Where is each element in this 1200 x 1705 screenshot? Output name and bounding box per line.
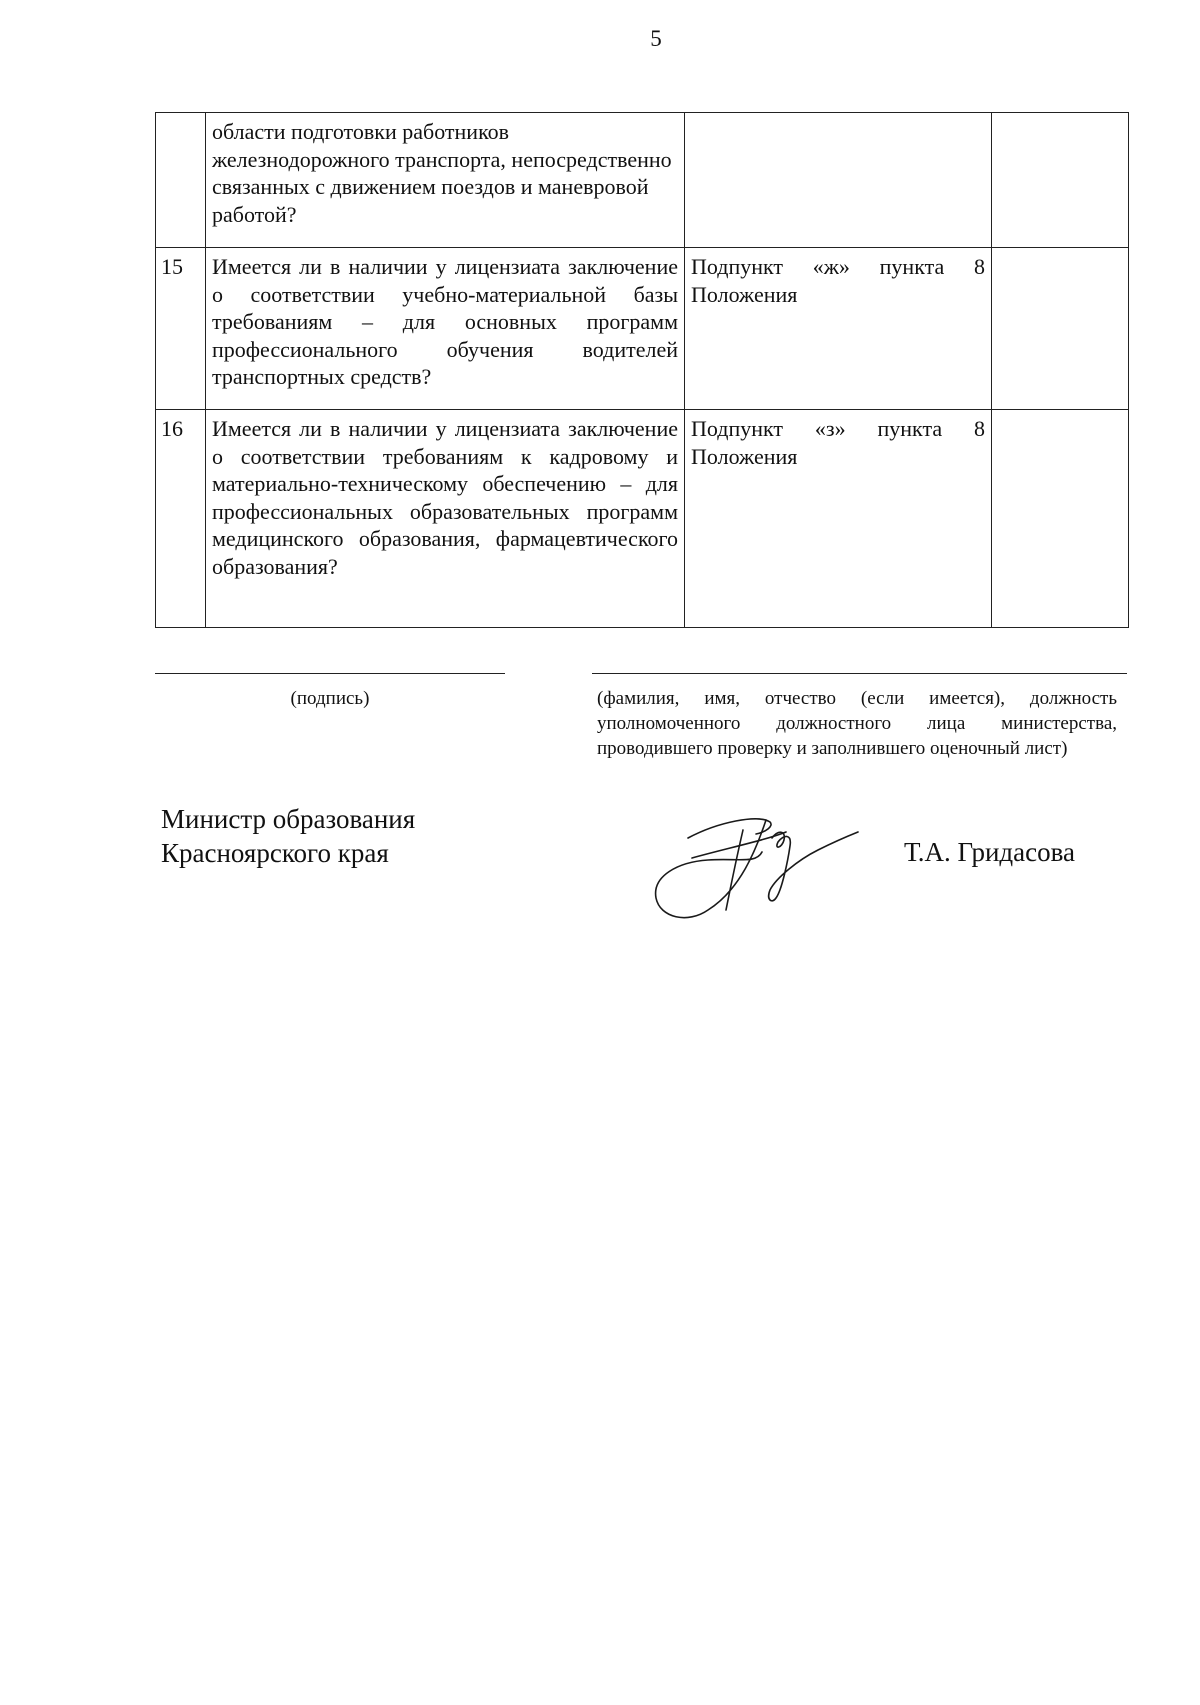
row-question: области подготовки работников железнодорожного транспорта, непосредственно связанных с движением поездов и маневровой работой?	[206, 113, 685, 248]
row-number: 15	[156, 248, 206, 410]
reference-word: пункта	[877, 416, 943, 441]
minister-title-line: Министр образования	[161, 804, 416, 834]
row-answer	[992, 248, 1129, 410]
reference-word: Подпункт	[691, 416, 784, 441]
row-number: 16	[156, 410, 206, 628]
minister-title	[161, 802, 415, 870]
reference-line: Положения	[691, 443, 798, 469]
signature-line	[155, 673, 505, 674]
handwritten-signature	[648, 800, 868, 930]
official-line	[592, 673, 1127, 674]
row-reference	[685, 248, 992, 410]
reference-line: Положения	[691, 281, 798, 307]
reference-word: Подпункт	[691, 254, 784, 279]
row-question: Имеется ли в наличии у лицензиата заключение о соответствии требованиям к кадровому и материально-техническому обеспечению – для профессиональных образовательных программ медицинского образования, фармацевтического образования?	[206, 410, 685, 628]
table-row	[156, 248, 1129, 410]
row-answer	[992, 410, 1129, 628]
table-row	[156, 113, 1129, 248]
table-row	[156, 410, 1129, 628]
row-reference	[685, 113, 992, 248]
reference-word: «з»	[814, 416, 846, 441]
reference-word: 8	[973, 254, 985, 279]
row-reference	[685, 410, 992, 628]
row-answer	[992, 113, 1129, 248]
reference-word: пункта	[879, 254, 945, 279]
checklist-table	[155, 112, 1129, 628]
minister-title-line: Красноярского края	[161, 838, 389, 868]
page-number: 5	[650, 26, 662, 51]
row-question: Имеется ли в наличии у лицензиата заключение о соответствии учебно-материальной базы требованиям – для основных программ профессионального обучения водителей транспортных средств?	[206, 248, 685, 410]
reference-word: 8	[973, 416, 985, 441]
reference-word: «ж»	[812, 254, 850, 279]
signature-caption: (подпись)	[290, 688, 370, 709]
row-number	[156, 113, 206, 248]
official-caption: (фамилия, имя, отчество (если имеется), должность уполномоченного должностного лица министерства, проводившего проверку и заполнившего оценочный лист)	[597, 688, 1117, 759]
signer-name: Т.А. Гридасова	[904, 837, 1075, 867]
